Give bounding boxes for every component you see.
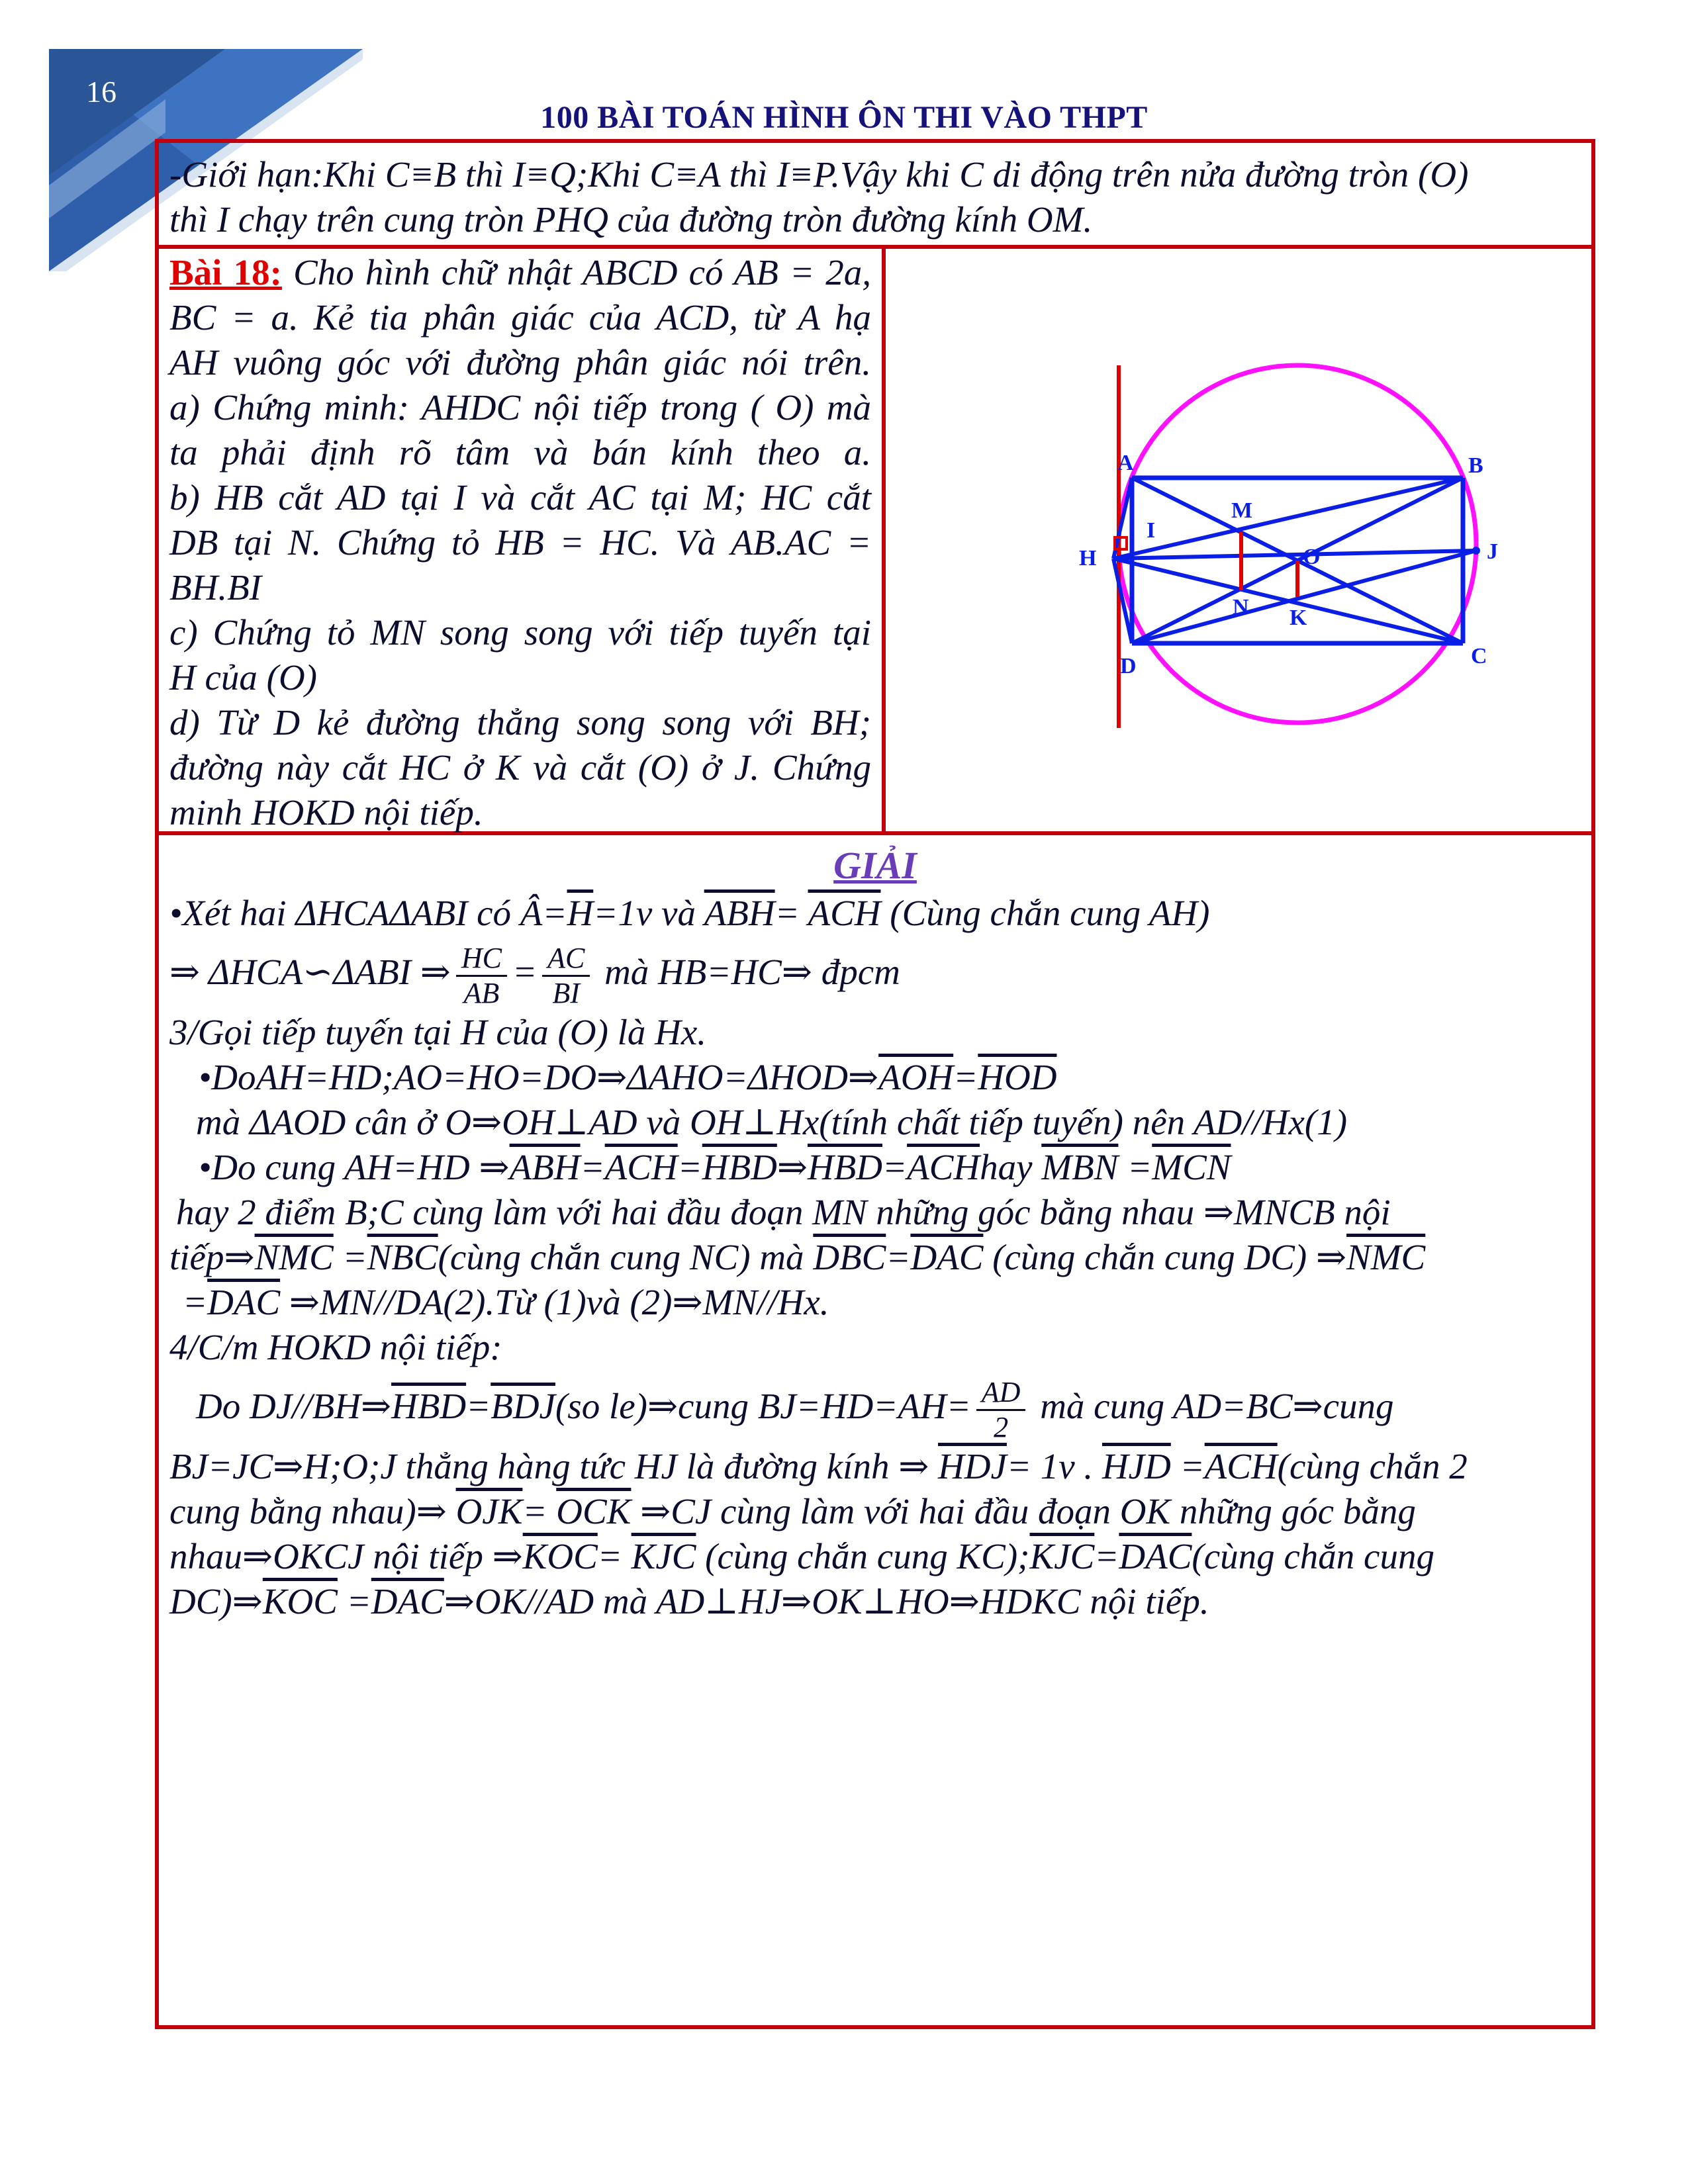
divider-vertical: [882, 245, 886, 835]
problem-line-7: DB tại N. Chứng tỏ HB = HC. Và AB.AC =: [169, 522, 871, 563]
solution-line-2: ⇒ ΔHCA∽ΔABI ⇒ $\frac{HC}{AB}$ = $\frac{AC}{BI}$ mà HB=HC⇒ đpcm: [169, 941, 900, 1009]
label-o: O: [1303, 545, 1321, 569]
label-a: A: [1117, 451, 1134, 475]
problem-line-1: [169, 250, 871, 295]
label-b: B: [1468, 453, 1483, 478]
solution-heading: GIẢI: [833, 844, 917, 887]
top-note-line-2: thì I chạy trên cung tròn PHQ của đường tròn đường kính OM.: [169, 199, 1093, 240]
point-j: [1472, 547, 1480, 555]
solution-line-5: mà ΔAOD cân ở O⇒OH⊥AD và OH⊥Hx(tính chất tiếp tuyến) nên AD//Hx(1): [196, 1101, 1348, 1142]
problem-text-1: Cho hình chữ nhật ABCD có AB = 2a,: [293, 252, 872, 293]
solution-line-15: $DC)\Rightarrow\overline{KOC}$ $=\overline{DAC}\Rightarrow OK//AD$ mà AD⊥HJ⇒OK⊥HO⇒HDKC nội tiếp.: [169, 1580, 1209, 1621]
solution-line-12: BJ=JC⇒H;O;J thẳng hàng tức HJ là đường kính ⇒ $\overline{HDJ}= 1v$ . $\overline{HJD}$ $=\overline{ACH}(cùng$ chắn 2: [169, 1445, 1468, 1486]
problem-line-11: d) Từ D kẻ đường thẳng song song với BH;: [169, 702, 871, 743]
problem-line-10: H của (O): [169, 657, 317, 698]
problem-line-4: a) Chứng minh: AHDC nội tiếp trong ( O) mà: [169, 387, 871, 428]
solution-line-10: 4/C/m HOKD nội tiếp:: [169, 1326, 502, 1367]
solution-line-9: $=\overline{DAC}$ ⇒MN//DA(2).Từ (1)và (2)⇒MN//Hx.: [183, 1281, 829, 1322]
problem-line-2: BC = a. Kẻ tia phân giác của ACD, từ A hạ: [169, 297, 871, 338]
solution-line-6: •Do cung AH=HD $\Rightarrow\overline{ABH}=\overline{ACH}=\overline{HBD}\Rightarrow\overline{HBD}=\overline{ACH}hay$ $\overline{MBN} =\overline{MCN}$: [199, 1146, 1231, 1187]
problem-line-12: đường này cắt HC ở K và cắt (O) ở J. Chứng: [169, 747, 871, 788]
solution-line-8: $tiếp\Rightarrow\overline{NMC}$ $=\overline{NBC}(cùng$ chắn cung NC) mà $\overline{DBC}=\overline{DAC}$ (cùng chắn cung DC) $\Rightarrow\overline{NMC}$: [169, 1236, 1426, 1277]
solution-line-7: hay 2 điểm B;C cùng làm với hai đầu đoạn MN những góc bằng nhau ⇒MNCB nội: [176, 1191, 1391, 1232]
problem-statement: [169, 250, 871, 835]
problem-line-13: minh HOKD nội tiếp.: [169, 792, 483, 833]
label-c: C: [1471, 644, 1487, 668]
label-h: H: [1079, 546, 1097, 570]
label-d: D: [1120, 654, 1137, 678]
problem-line-6: b) HB cắt AD tại I và cắt AC tại M; HC cắt: [169, 477, 871, 518]
label-i: I: [1147, 518, 1156, 543]
label-j: J: [1487, 539, 1498, 564]
page-number: 16: [86, 75, 117, 109]
content-frame: [155, 139, 1595, 2029]
solution-line-3: 3/Gọi tiếp tuyến tại H của (O) là Hx.: [169, 1011, 707, 1052]
page-header-title: 100 BÀI TOÁN HÌNH ÔN THI VÀO THPT: [540, 100, 1148, 135]
problem-line-8: BH.BI: [169, 567, 261, 608]
divider-top: [159, 245, 1591, 249]
solution-line-14: nhau⇒OKCJ nội tiếp $\Rightarrow\overline{KOC}= \overline{KJC}$ (cùng chắn cung $KC);\overline{KJC}=\overline{DAC}(cùng$ chắn cung: [169, 1535, 1434, 1576]
solution-line-4: $•DoAH=HD;AO=HO=DO\Rightarrow\Delta AHO=\Delta HOD\Rightarrow\overline{AOH}=\overline{HOD}$: [199, 1056, 1057, 1097]
solution-line-11: Do $DJ//BH\Rightarrow\overline{HBD}=\overline{BDJ}(so$ le)⇒cung BJ=HD=AH= $\frac{AD}{2}$ mà cung AD=BC⇒cung: [196, 1375, 1394, 1443]
solution-line-1: •Xét hai ΔHCAΔABI có $Â=\overline{H}=1v$ và $\overline{ABH}= \overline{ACH}$ (Cùng chắn cung AH): [169, 893, 1210, 933]
top-note: [169, 152, 1579, 242]
problem-line-5: ta phải định rõ tâm và bán kính theo a.: [169, 432, 871, 473]
top-note-line-1: -Giới hạn:Khi C≡B thì I≡Q;Khi C≡A thì I≡P.Vậy khi C di động trên nửa đường tròn (O): [169, 154, 1469, 195]
label-k: K: [1289, 606, 1307, 630]
label-m: M: [1231, 498, 1253, 523]
problem-label: Bài 18:: [169, 252, 282, 293]
solution-text: [169, 891, 1579, 1624]
label-n: N: [1233, 595, 1249, 619]
solution-line-13: cung bằng nhau)⇒ $\overline{OJK}= \overline{OCK}$ ⇒CJ cùng làm với hai đầu đoạn OK những góc bằng: [169, 1490, 1416, 1531]
geometry-figure: [1039, 259, 1589, 842]
problem-line-3: AH vuông góc với đường phân giác nói trên.: [169, 342, 871, 383]
problem-line-9: c) Chứng tỏ MN song song với tiếp tuyến tại: [169, 612, 871, 653]
